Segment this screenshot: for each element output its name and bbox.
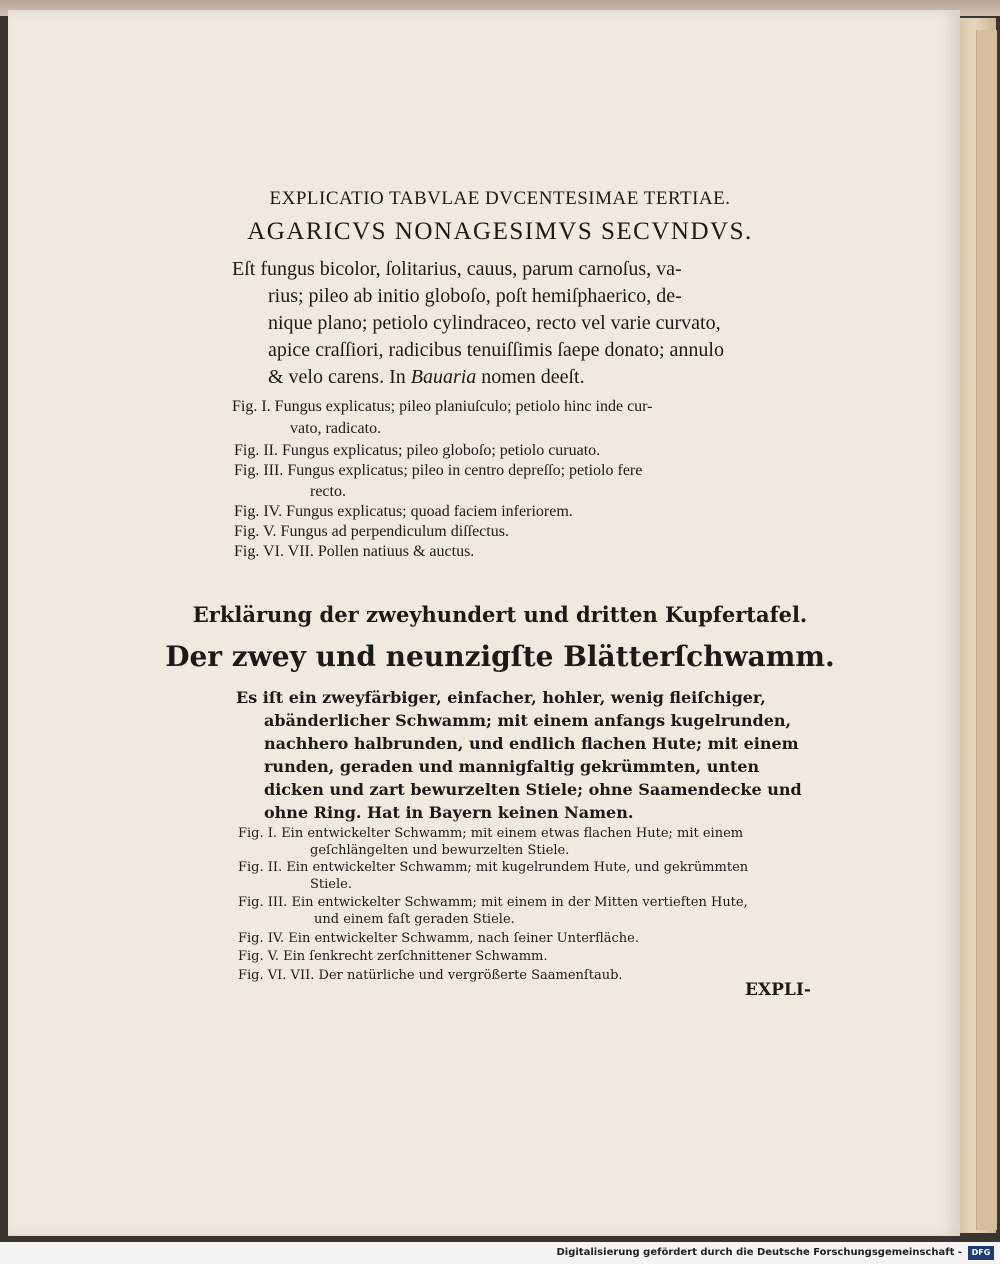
fig-text: Ein entwickelter Schwamm; mit einem in der Mitten vertieften Hute, <box>291 895 748 910</box>
fig-text: geſchlängelten und bewurzelten Stiele. <box>310 843 570 858</box>
german-body-line: Es iſt ein zweyfärbiger, einfacher, hohler, wenig fleiſchiger, <box>236 688 766 707</box>
fig-text: und einem faſt geraden Stiele. <box>314 912 515 927</box>
german-fig-line <box>238 826 743 841</box>
fig-label: Fig. II. <box>238 860 283 875</box>
footer-bar <box>0 1242 1000 1264</box>
fig-label: Fig. III. <box>238 895 288 910</box>
latin-fig-line <box>234 442 600 460</box>
fig-label: Fig. III. <box>234 462 284 479</box>
fig-text: Fungus explicatus; pileo in centro depreſſo; petiolo fere <box>287 462 643 479</box>
fig-label: Fig. II. <box>234 442 278 459</box>
catchword: EXPLI- <box>745 980 811 1000</box>
latin-fig-line <box>290 420 381 438</box>
fig-text: Ein entwickelter Schwamm, nach ſeiner Unterfläche. <box>288 931 639 946</box>
funding-credit: Digitalisierung gefördert durch die Deutsche Forschungsgemeinschaft - <box>556 1247 962 1258</box>
latin-title: EXPLICATIO TABVLAE DVCENTESIMAE TERTIAE. <box>269 188 731 209</box>
fig-text: recto. <box>310 483 346 500</box>
german-fig-line <box>238 860 748 875</box>
german-fig-line <box>238 895 748 910</box>
latin-fig-line <box>234 523 509 541</box>
fig-label: Fig. IV. <box>238 931 285 946</box>
fig-text: Fungus explicatus; quoad faciem inferiorem. <box>286 503 573 520</box>
german-species-title: Der zwey und neunzigſte Blätterſchwamm. <box>165 640 835 673</box>
latin-fig-line <box>234 543 474 561</box>
fig-text: Ein entwickelter Schwamm; mit einem etwas flachen Hute; mit einem <box>281 826 744 841</box>
fig-label: Fig. I. <box>238 826 278 841</box>
german-body-line: nachhero halbrunden, und endlich flachen Hute; mit einem <box>264 734 799 753</box>
latin-fig-line <box>234 503 573 521</box>
fig-text: Der natürliche und vergrößerte Saamenſtaub. <box>318 968 623 983</box>
fig-text: Fungus ad perpendiculum diſſectus. <box>280 523 509 540</box>
fig-text: Ein ſenkrecht zerſchnittener Schwamm. <box>283 949 548 964</box>
german-title: Erklärung der zweyhundert und dritten Kupfertafel. <box>192 602 808 627</box>
german-fig-line <box>314 912 515 927</box>
german-fig-line <box>238 931 639 946</box>
fig-label: Fig. V. <box>234 523 277 540</box>
latin-species-title: AGARICVS NONAGESIMVS SECVNDVS. <box>247 218 753 245</box>
fig-text: Pollen natiuus & auctus. <box>317 543 475 560</box>
german-fig-line <box>310 877 352 892</box>
fig-text: vato, radicato. <box>290 420 382 437</box>
latin-body-line-start: & velo carens. In <box>268 366 411 388</box>
dfg-logo-icon: DFG <box>968 1246 994 1260</box>
german-body-line: runden, geraden und mannigfaltig gekrümmten, unten <box>264 757 760 776</box>
fig-label: Fig. I. <box>232 398 271 415</box>
german-fig-line <box>238 949 548 964</box>
fig-text: Fungus explicatus; pileo globoſo; petiolo curuato. <box>282 442 601 459</box>
latin-body-line: nique plano; petiolo cylindraceo, recto vel varie curvato, <box>268 312 721 334</box>
fig-label: Fig. V. <box>238 949 280 964</box>
fig-text: Fungus explicatus; pileo planiuſculo; petiolo hinc inde cur- <box>274 398 653 415</box>
latin-body-line: Eſt fungus bicolor, ſolitarius, cauus, parum carnoſus, va- <box>232 258 682 280</box>
page-edge-inner <box>976 30 997 1230</box>
fig-label: Fig. VI. VII. <box>234 543 314 560</box>
latin-body-line: apice craſſiori, radicibus tenuiſſimis ſaepe donato; annulo <box>268 339 724 361</box>
german-body-line: ohne Ring. Hat in Bayern keinen Namen. <box>264 803 634 822</box>
fig-text: Ein entwickelter Schwamm; mit kugelrundem Hute, und gekrümmten <box>286 860 749 875</box>
latin-fig-line <box>232 398 653 416</box>
latin-fig-line <box>310 483 346 501</box>
german-fig-line <box>238 968 623 983</box>
latin-body-line-end: nomen deeſt. <box>476 366 585 388</box>
latin-fig-line <box>234 462 642 480</box>
german-fig-line <box>310 843 569 858</box>
latin-body-line: rius; pileo ab initio globoſo, poſt hemiſphaerico, de- <box>268 285 682 307</box>
fig-text: Stiele. <box>310 877 352 892</box>
fig-label: Fig. IV. <box>234 503 283 520</box>
place-name: Bauaria <box>410 366 477 388</box>
latin-body-line <box>268 366 585 389</box>
german-body-line: abänderlicher Schwamm; mit einem anfangs kugelrunden, <box>264 711 792 730</box>
fig-label: Fig. VI. VII. <box>238 968 315 983</box>
german-body-line: dicken und zart bewurzelten Stiele; ohne Saamendecke und <box>264 780 802 799</box>
